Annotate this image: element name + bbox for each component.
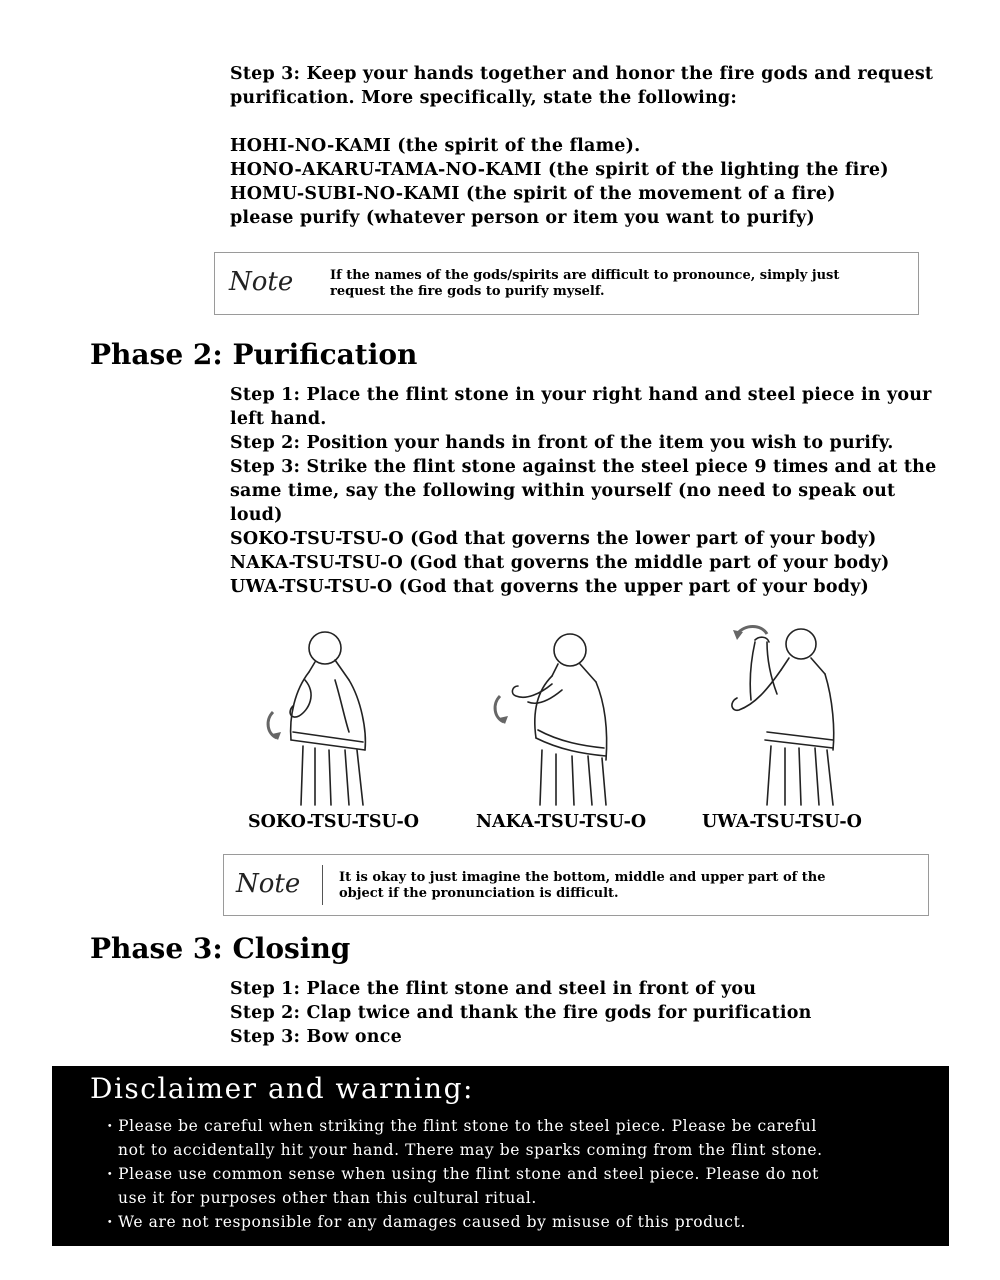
text-line: left hand. <box>230 409 327 429</box>
text-line: NAKA-TSU-TSU-O (God that governs the middle part of your body) <box>230 553 890 573</box>
figure-label-middle: NAKA-TSU-TSU-O <box>476 812 647 832</box>
note-text <box>339 870 825 902</box>
disclaimer-item <box>102 1162 932 1210</box>
text-line: UWA-TSU-TSU-O (God that governs the upper part of your body) <box>230 577 869 597</box>
disclaimer-line: ・We are not responsible for any damages caused by misuse of this product. <box>102 1213 746 1231</box>
note-box-2 <box>223 854 929 916</box>
disclaimer-title: Disclaimer and warning: <box>90 1072 474 1105</box>
note-box-1 <box>214 252 919 315</box>
disclaimer-line: ・Please use common sense when using the flint stone and steel piece. Please do not <box>102 1165 819 1183</box>
text-line: Step 3: Strike the flint stone against the steel piece 9 times and at the <box>230 457 937 477</box>
disclaimer-line: use it for purposes other than this cultural ritual. <box>118 1189 537 1207</box>
phase2-block <box>230 383 937 599</box>
text-line: same time, say the following within yourself (no need to speak out <box>230 481 896 501</box>
figure-upper-gesture <box>715 620 935 820</box>
note-line: It is okay to just imagine the bottom, middle and upper part of the <box>339 870 826 885</box>
disclaimer-box <box>52 1066 949 1246</box>
disclaimer-item <box>102 1210 932 1234</box>
text-line: Step 1: Place the flint stone and steel in front of you <box>230 979 757 999</box>
text-line: SOKO-TSU-TSU-O (God that governs the lower part of your body) <box>230 529 877 549</box>
note-line: If the names of the gods/spirits are difficult to pronounce, simply just <box>330 268 840 283</box>
person-upper-illustration <box>715 620 935 820</box>
person-lower-illustration <box>245 620 465 820</box>
text-line: Step 2: Clap twice and thank the fire gods for purification <box>230 1003 812 1023</box>
text-line: loud) <box>230 505 283 525</box>
blank-line <box>230 110 930 134</box>
disclaimer-line: not to accidentally hit your hand. There may be sparks coming from the flint stone. <box>118 1141 823 1159</box>
note-line: object if the pronunciation is difficult. <box>339 886 619 901</box>
text-line: HOMU-SUBI-NO-KAMI (the spirit of the movement of a fire) <box>230 184 836 204</box>
figure-label-upper: UWA-TSU-TSU-O <box>702 812 862 832</box>
text-line: please purify (whatever person or item you want to purify) <box>230 208 815 228</box>
disclaimer-item <box>102 1114 932 1162</box>
disclaimer-line: ・Please be careful when striking the flint stone to the steel piece. Please be careful <box>102 1117 817 1135</box>
disclaimer-list <box>102 1114 932 1234</box>
phase3-block <box>230 977 930 1049</box>
person-middle-illustration <box>480 620 700 820</box>
figure-lower-gesture <box>245 620 465 820</box>
figure-middle-gesture <box>480 620 700 820</box>
text-line: Step 3: Bow once <box>230 1027 402 1047</box>
phase1-step3-block <box>230 62 934 230</box>
text-line: purification. More specifically, state the following: <box>230 88 737 108</box>
note-logo-icon: Note <box>236 869 301 899</box>
text-line: HONO-AKARU-TAMA-NO-KAMI (the spirit of the lighting the fire) <box>230 160 889 180</box>
note-divider <box>322 865 323 905</box>
text-line: Step 1: Place the flint stone in your right hand and steel piece in your <box>230 385 932 405</box>
text-line: Step 3: Keep your hands together and honor the fire gods and request <box>230 64 934 84</box>
note-line: request the fire gods to purify myself. <box>330 284 605 299</box>
note-logo-icon: Note <box>229 267 294 297</box>
text-line: HOHI-NO-KAMI (the spirit of the flame). <box>230 136 641 156</box>
figure-label-lower: SOKO-TSU-TSU-O <box>248 812 419 832</box>
phase3-title: Phase 3: Closing <box>90 932 351 965</box>
text-line: Step 2: Position your hands in front of the item you wish to purify. <box>230 433 894 453</box>
phase2-title: Phase 2: Purification <box>90 338 418 371</box>
note-text <box>330 268 839 300</box>
